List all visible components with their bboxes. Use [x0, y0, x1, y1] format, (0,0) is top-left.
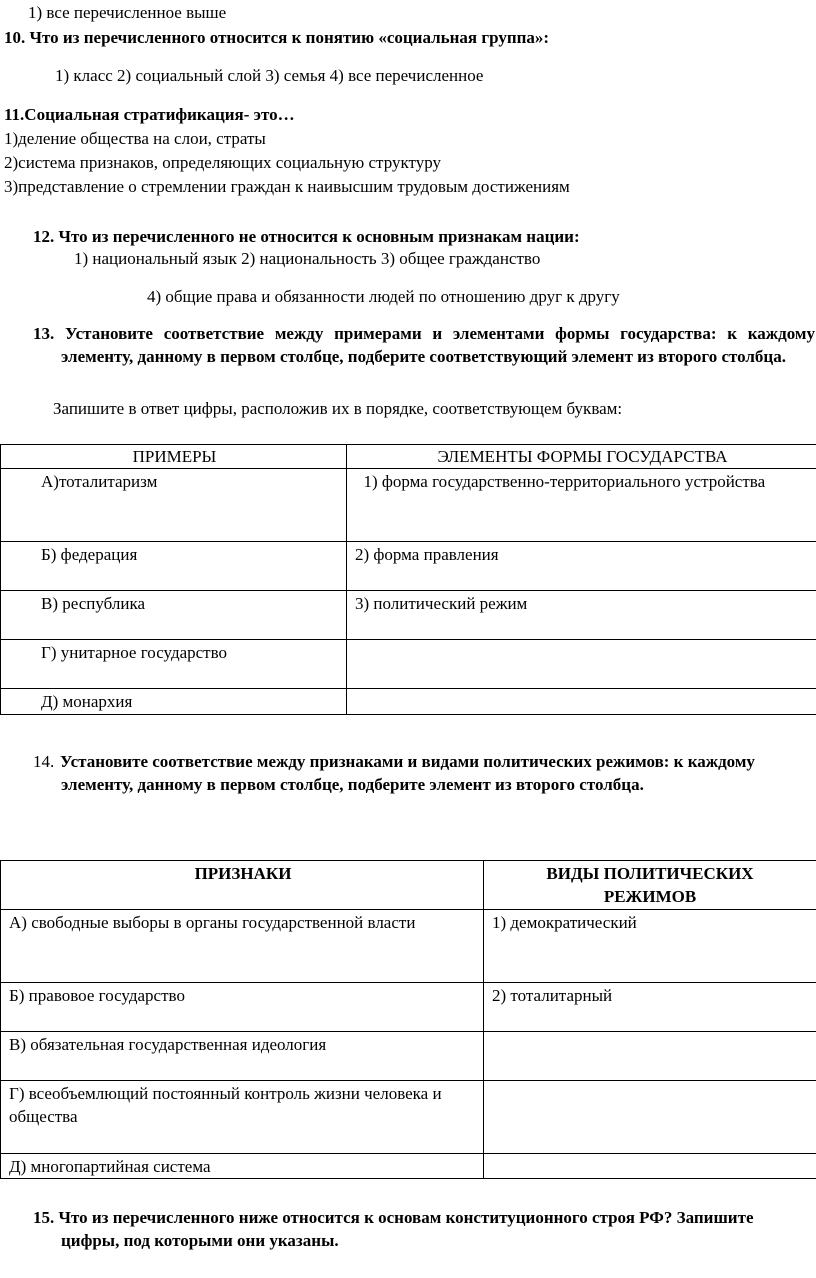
q14-header-regimes: ВИДЫ ПОЛИТИЧЕСКИХ РЕЖИМОВ	[484, 861, 816, 910]
q14-row-b-sign: Б) правовое государство	[1, 983, 484, 1032]
q14-row-e-regime	[484, 1154, 816, 1179]
q14-row-b-regime: 2) тоталитарный	[484, 983, 816, 1032]
q13-row-b-example: Б) федерация	[1, 542, 347, 591]
q13-row-e-element	[347, 689, 816, 714]
q14-row-c-regime	[484, 1032, 816, 1081]
q11-option-3: 3)представление о стремлении граждан к наивысшим трудовым достижениям	[4, 177, 570, 196]
q14-row-a-regime: 1) демократический	[484, 910, 816, 983]
q14-row-d-regime	[484, 1081, 816, 1154]
q13-instruction: Запишите в ответ цифры, расположив их в порядке, соответствующем буквам:	[53, 399, 623, 418]
q14-table	[0, 860, 816, 1179]
q14-header-signs: ПРИЗНАКИ	[1, 861, 484, 910]
q12-question: 12. Что из перечисленного не относится к основным признакам нации:	[33, 227, 580, 246]
q14-question	[33, 750, 813, 797]
q13-table	[0, 444, 816, 715]
q13-header-elements: ЭЛЕМЕНТЫ ФОРМЫ ГОСУДАРСТВА	[347, 445, 816, 469]
q14-row-c-sign: В) обязательная государственная идеология	[1, 1032, 484, 1081]
q13-question: 13. Установите соответствие между примерами и элементами формы государства: к каждому элементу, данному в первом столбце, подберите соответствующий элемент из второго столбца.	[33, 324, 815, 367]
q11-option-1: 1)деление общества на слои, страты	[4, 129, 266, 148]
prev-option-4: 1) все перечисленное выше	[28, 3, 227, 22]
q13-header-examples: ПРИМЕРЫ	[1, 445, 347, 469]
q13-row-a-example: А)тоталитаризм	[1, 469, 347, 542]
q14-question-text: Установите соответствие между признаками и видами политических режимов: к каждому элементу, данному в первом столбце, подберите элемент из второго столбца.	[60, 752, 755, 795]
q13-row-a-element: 1) форма государственно-территориального устройства	[347, 469, 816, 542]
q13-row-d-example: Г) унитарное государство	[1, 640, 347, 689]
q14-row-a-sign: А) свободные выборы в органы государственной власти	[1, 910, 484, 983]
q11-question: 11.Социальная стратификация- это…	[4, 105, 295, 124]
q12-options-line2: 4) общие права и обязанности людей по отношению друг к другу	[147, 287, 620, 306]
q11-option-2: 2)система признаков, определяющих социальную структуру	[4, 153, 441, 172]
q13-row-d-element	[347, 640, 816, 689]
q13-row-b-element: 2) форма правления	[347, 542, 816, 591]
q13-row-c-example: В) республика	[1, 591, 347, 640]
q14-row-e-sign: Д) многопартийная система	[1, 1154, 484, 1179]
q14-row-d-sign: Г) всеобъемлющий постоянный контроль жизни человека и общества	[1, 1081, 484, 1154]
q10-question: 10. Что из перечисленного относится к понятию «социальная группа»:	[4, 28, 550, 47]
q10-options: 1) класс 2) социальный слой 3) семья 4) все перечисленное	[55, 66, 484, 85]
q14-number: 14.	[33, 752, 55, 771]
q13-row-c-element: 3) политический режим	[347, 591, 816, 640]
q13-row-e-example: Д) монархия	[1, 689, 347, 714]
q15-question: 15. Что из перечисленного ниже относится к основам конституционного строя РФ? Запишите цифры, под которыми они указаны.	[33, 1208, 754, 1251]
q12-options-line1: 1) национальный язык 2) национальность 3) общее гражданство	[74, 249, 541, 268]
